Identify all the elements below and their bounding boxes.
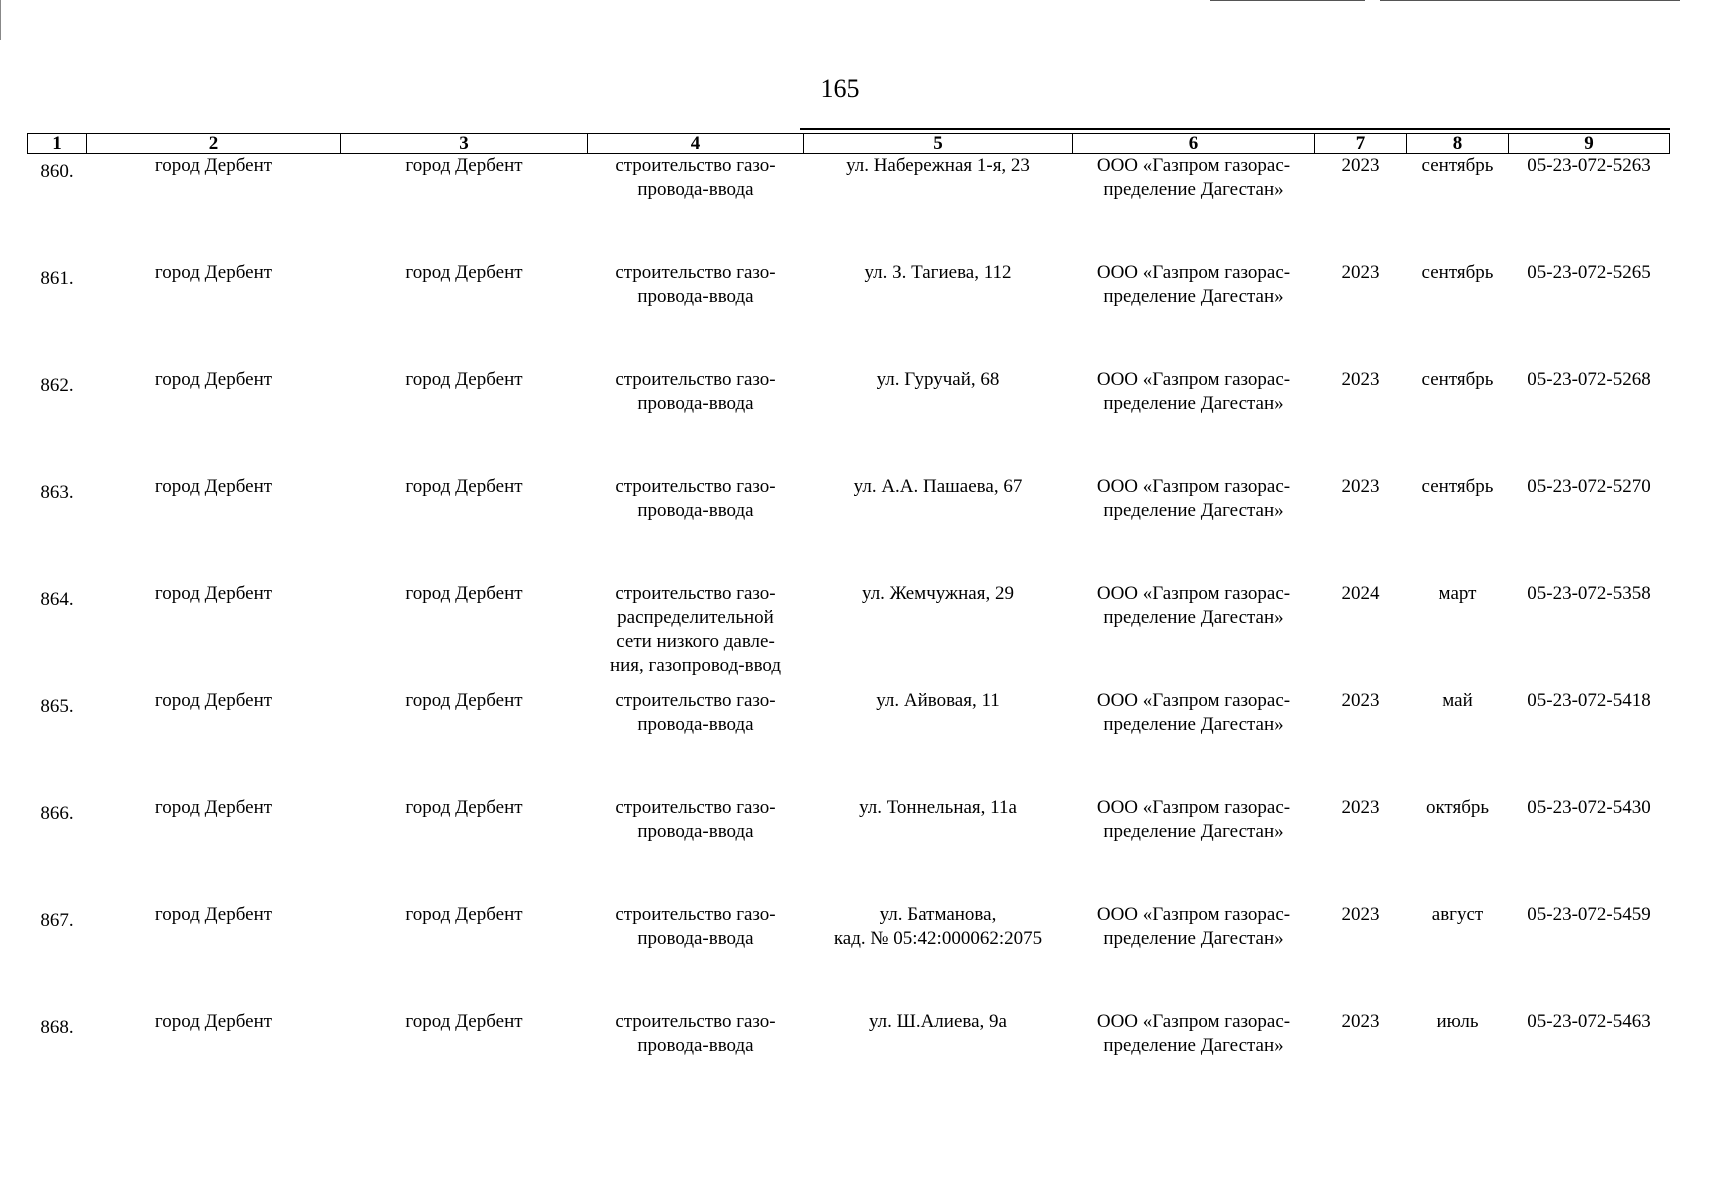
work-description-cell: строительство газо- провода-ввода	[615, 369, 776, 414]
row-number-cell: 864.	[40, 589, 74, 610]
year-cell: 2023	[1341, 262, 1380, 283]
row-number-cell: 868.	[40, 1017, 74, 1038]
column-header-5: 5	[804, 134, 1073, 154]
table-row	[28, 261, 1670, 368]
registration-code-cell: 05-23-072-5418	[1527, 690, 1651, 711]
row-number-cell: 863.	[40, 482, 74, 503]
settlement-cell: город Дербент	[405, 904, 523, 925]
settlement-cell: город Дербент	[405, 476, 523, 497]
municipality-cell: город Дербент	[154, 583, 273, 604]
address-cell: ул. Набережная 1-я, 23	[846, 155, 1030, 176]
table-row	[28, 689, 1670, 796]
row-number-cell: 862.	[40, 375, 74, 396]
row-number-cell: 861.	[40, 268, 74, 289]
municipality-cell: город Дербент	[154, 476, 273, 497]
register-table	[27, 133, 1670, 1117]
organization-cell: ООО «Газпром газорас- пределение Дагестан»	[1096, 904, 1291, 949]
column-header-7: 7	[1315, 134, 1407, 154]
address-cell: ул. Батманова, кад. № 05:42:000062:2075	[833, 904, 1043, 949]
table-row	[28, 582, 1670, 689]
scan-top-line	[1380, 0, 1680, 1]
settlement-cell: город Дербент	[405, 583, 523, 604]
work-description-cell: строительство газо- провода-ввода	[615, 1011, 776, 1056]
organization-cell: ООО «Газпром газорас- пределение Дагестан»	[1096, 369, 1291, 414]
month-cell: сентябрь	[1421, 476, 1494, 497]
registration-code-cell: 05-23-072-5430	[1527, 797, 1651, 818]
settlement-cell: город Дербент	[405, 1011, 523, 1032]
work-description-cell: строительство газо- провода-ввода	[615, 476, 776, 521]
column-header-4: 4	[588, 134, 804, 154]
year-cell: 2023	[1341, 476, 1380, 497]
registration-code-cell: 05-23-072-5459	[1527, 904, 1651, 925]
row-number-cell: 866.	[40, 803, 74, 824]
table-row	[28, 796, 1670, 903]
settlement-cell: город Дербент	[405, 262, 523, 283]
month-cell: сентябрь	[1421, 155, 1494, 176]
scan-edge-mark	[0, 0, 1, 40]
work-description-cell: строительство газо- распределительной сети низкого давле- ния, газопровод-ввод	[609, 583, 782, 676]
column-header-6: 6	[1073, 134, 1315, 154]
year-cell: 2023	[1341, 1011, 1380, 1032]
work-description-cell: строительство газо- провода-ввода	[615, 262, 776, 307]
address-cell: ул. З. Тагиева, 112	[864, 262, 1012, 283]
month-cell: май	[1442, 690, 1473, 711]
year-cell: 2023	[1341, 904, 1380, 925]
address-cell: ул. А.А. Пашаева, 67	[853, 476, 1023, 497]
column-header-9: 9	[1509, 134, 1670, 154]
settlement-cell: город Дербент	[405, 797, 523, 818]
column-header-8: 8	[1407, 134, 1509, 154]
year-cell: 2024	[1341, 583, 1380, 604]
municipality-cell: город Дербент	[154, 369, 273, 390]
address-cell: ул. Айвовая, 11	[876, 690, 1000, 711]
address-cell: ул. Жемчужная, 29	[862, 583, 1014, 604]
settlement-cell: город Дербент	[405, 155, 523, 176]
scan-top-line	[1210, 0, 1365, 1]
organization-cell: ООО «Газпром газорас- пределение Дагестан»	[1096, 583, 1291, 628]
column-number-header	[28, 134, 1670, 154]
column-header-2: 2	[87, 134, 341, 154]
registration-code-cell: 05-23-072-5265	[1527, 262, 1651, 283]
work-description-cell: строительство газо- провода-ввода	[615, 797, 776, 842]
month-cell: август	[1431, 904, 1484, 925]
address-cell: ул. Тоннельная, 11а	[859, 797, 1017, 818]
address-cell: ул. Гуручай, 68	[876, 369, 1000, 390]
registration-code-cell: 05-23-072-5263	[1527, 155, 1651, 176]
registration-code-cell: 05-23-072-5463	[1527, 1011, 1651, 1032]
registration-code-cell: 05-23-072-5358	[1527, 583, 1651, 604]
column-header-1: 1	[28, 134, 87, 154]
year-cell: 2023	[1341, 369, 1380, 390]
month-cell: июль	[1436, 1011, 1479, 1032]
organization-cell: ООО «Газпром газорас- пределение Дагестан»	[1096, 262, 1291, 307]
organization-cell: ООО «Газпром газорас- пределение Дагестан»	[1096, 690, 1291, 735]
month-cell: март	[1438, 583, 1477, 604]
month-cell: сентябрь	[1421, 369, 1494, 390]
municipality-cell: город Дербент	[154, 262, 273, 283]
settlement-cell: город Дербент	[405, 369, 523, 390]
address-cell: ул. Ш.Алиева, 9а	[869, 1011, 1007, 1032]
row-number-cell: 860.	[40, 161, 74, 182]
organization-cell: ООО «Газпром газорас- пределение Дагестан»	[1096, 155, 1291, 200]
page-number: 165	[820, 74, 860, 103]
municipality-cell: город Дербент	[154, 797, 273, 818]
table-row	[28, 903, 1670, 1010]
table-row	[28, 475, 1670, 582]
year-cell: 2023	[1341, 690, 1380, 711]
municipality-cell: город Дербент	[154, 155, 273, 176]
table-row	[28, 1010, 1670, 1117]
year-cell: 2023	[1341, 155, 1380, 176]
table-body	[28, 154, 1670, 1118]
month-cell: октябрь	[1425, 797, 1490, 818]
organization-cell: ООО «Газпром газорас- пределение Дагестан»	[1096, 1011, 1291, 1056]
organization-cell: ООО «Газпром газорас- пределение Дагестан»	[1096, 797, 1291, 842]
municipality-cell: город Дербент	[154, 1011, 273, 1032]
work-description-cell: строительство газо- провода-ввода	[615, 690, 776, 735]
municipality-cell: город Дербент	[154, 904, 273, 925]
table-row	[28, 154, 1670, 262]
municipality-cell: город Дербент	[154, 690, 273, 711]
registration-code-cell: 05-23-072-5268	[1527, 369, 1651, 390]
work-description-cell: строительство газо- провода-ввода	[615, 904, 776, 949]
registration-code-cell: 05-23-072-5270	[1527, 476, 1651, 497]
column-header-3: 3	[341, 134, 588, 154]
row-number-cell: 865.	[40, 696, 74, 717]
table-top-rule	[800, 128, 1670, 130]
row-number-cell: 867.	[40, 910, 74, 931]
settlement-cell: город Дербент	[405, 690, 523, 711]
organization-cell: ООО «Газпром газорас- пределение Дагестан»	[1096, 476, 1291, 521]
table-row	[28, 368, 1670, 475]
month-cell: сентябрь	[1421, 262, 1494, 283]
year-cell: 2023	[1341, 797, 1380, 818]
work-description-cell: строительство газо- провода-ввода	[615, 155, 776, 200]
